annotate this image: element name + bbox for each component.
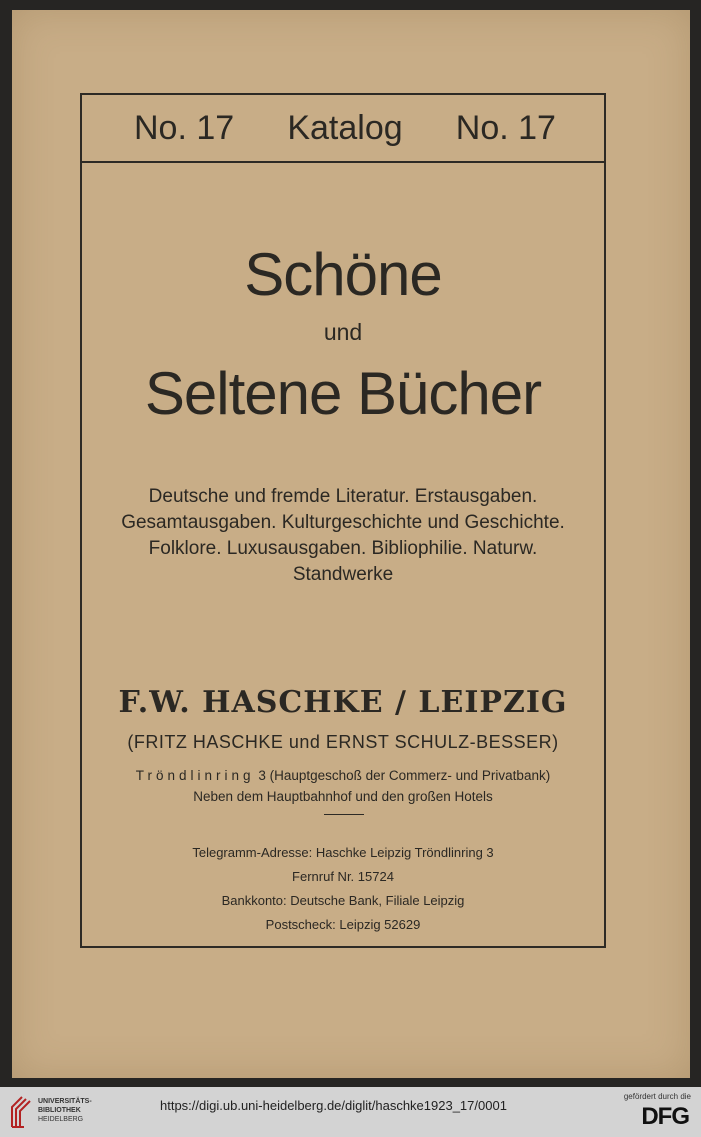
catalog-cover-page: [12, 10, 690, 1078]
title-line-2: und: [323, 319, 363, 345]
divider: [324, 814, 364, 815]
funding-caption: gefördert durch die: [623, 1092, 691, 1101]
firm-location: Neben dem Hauptbahnhof und den großen Hotels: [193, 789, 493, 804]
category-line: Gesamtausgaben. Kulturgeschichte und Geschichte.: [121, 512, 565, 533]
contact-line: Fernruf Nr. 15724: [292, 869, 394, 884]
library-name-line: BIBLIOTHEK: [38, 1107, 81, 1114]
category-line: Standwerke: [292, 564, 394, 585]
firm-address: [82, 766, 604, 786]
dfg-logo: DFG: [641, 1103, 689, 1130]
catalog-label: Katalog: [287, 108, 403, 147]
category-line: Folklore. Luxusausgaben. Bibliophilie. Naturw.: [148, 538, 538, 559]
contact-line: Telegramm-Adresse: Haschke Leipzig Tröndlinring 3: [192, 845, 494, 860]
title-line-1: Schöne: [244, 241, 442, 308]
street-name: Tröndlinring: [135, 768, 255, 783]
firm-name: F.W. HASCHKE / LEIPZIG: [118, 685, 568, 720]
permalink-url[interactable]: https://digi.ub.uni-heidelberg.de/diglit/haschke1923_17/0001: [160, 1098, 507, 1113]
library-name: [38, 1097, 92, 1124]
address-rest: 3 (Hauptgeschoß der Commerz- und Privatbank): [254, 768, 551, 783]
cover-frame: [80, 93, 606, 948]
viewer-footer: [0, 1087, 701, 1137]
catalog-number-left: No. 17: [134, 108, 235, 147]
catalog-number-right: No. 17: [455, 108, 556, 147]
contact-line: Postscheck: Leipzig 52629: [265, 917, 421, 932]
contact-line: Bankkonto: Deutsche Bank, Filiale Leipzig: [221, 893, 465, 908]
library-name-line: HEIDELBERG: [38, 1116, 84, 1123]
catalog-header: [82, 95, 604, 163]
firm-owners: (FRITZ HASCHKE und ERNST SCHULZ-BESSER): [127, 732, 559, 752]
library-name-line: UNIVERSITÄTS-: [38, 1098, 92, 1105]
library-logo-icon: [8, 1093, 36, 1129]
title-line-3: Seltene Bücher: [144, 360, 542, 427]
category-line: Deutsche und fremde Literatur. Erstausgaben.: [148, 486, 538, 507]
